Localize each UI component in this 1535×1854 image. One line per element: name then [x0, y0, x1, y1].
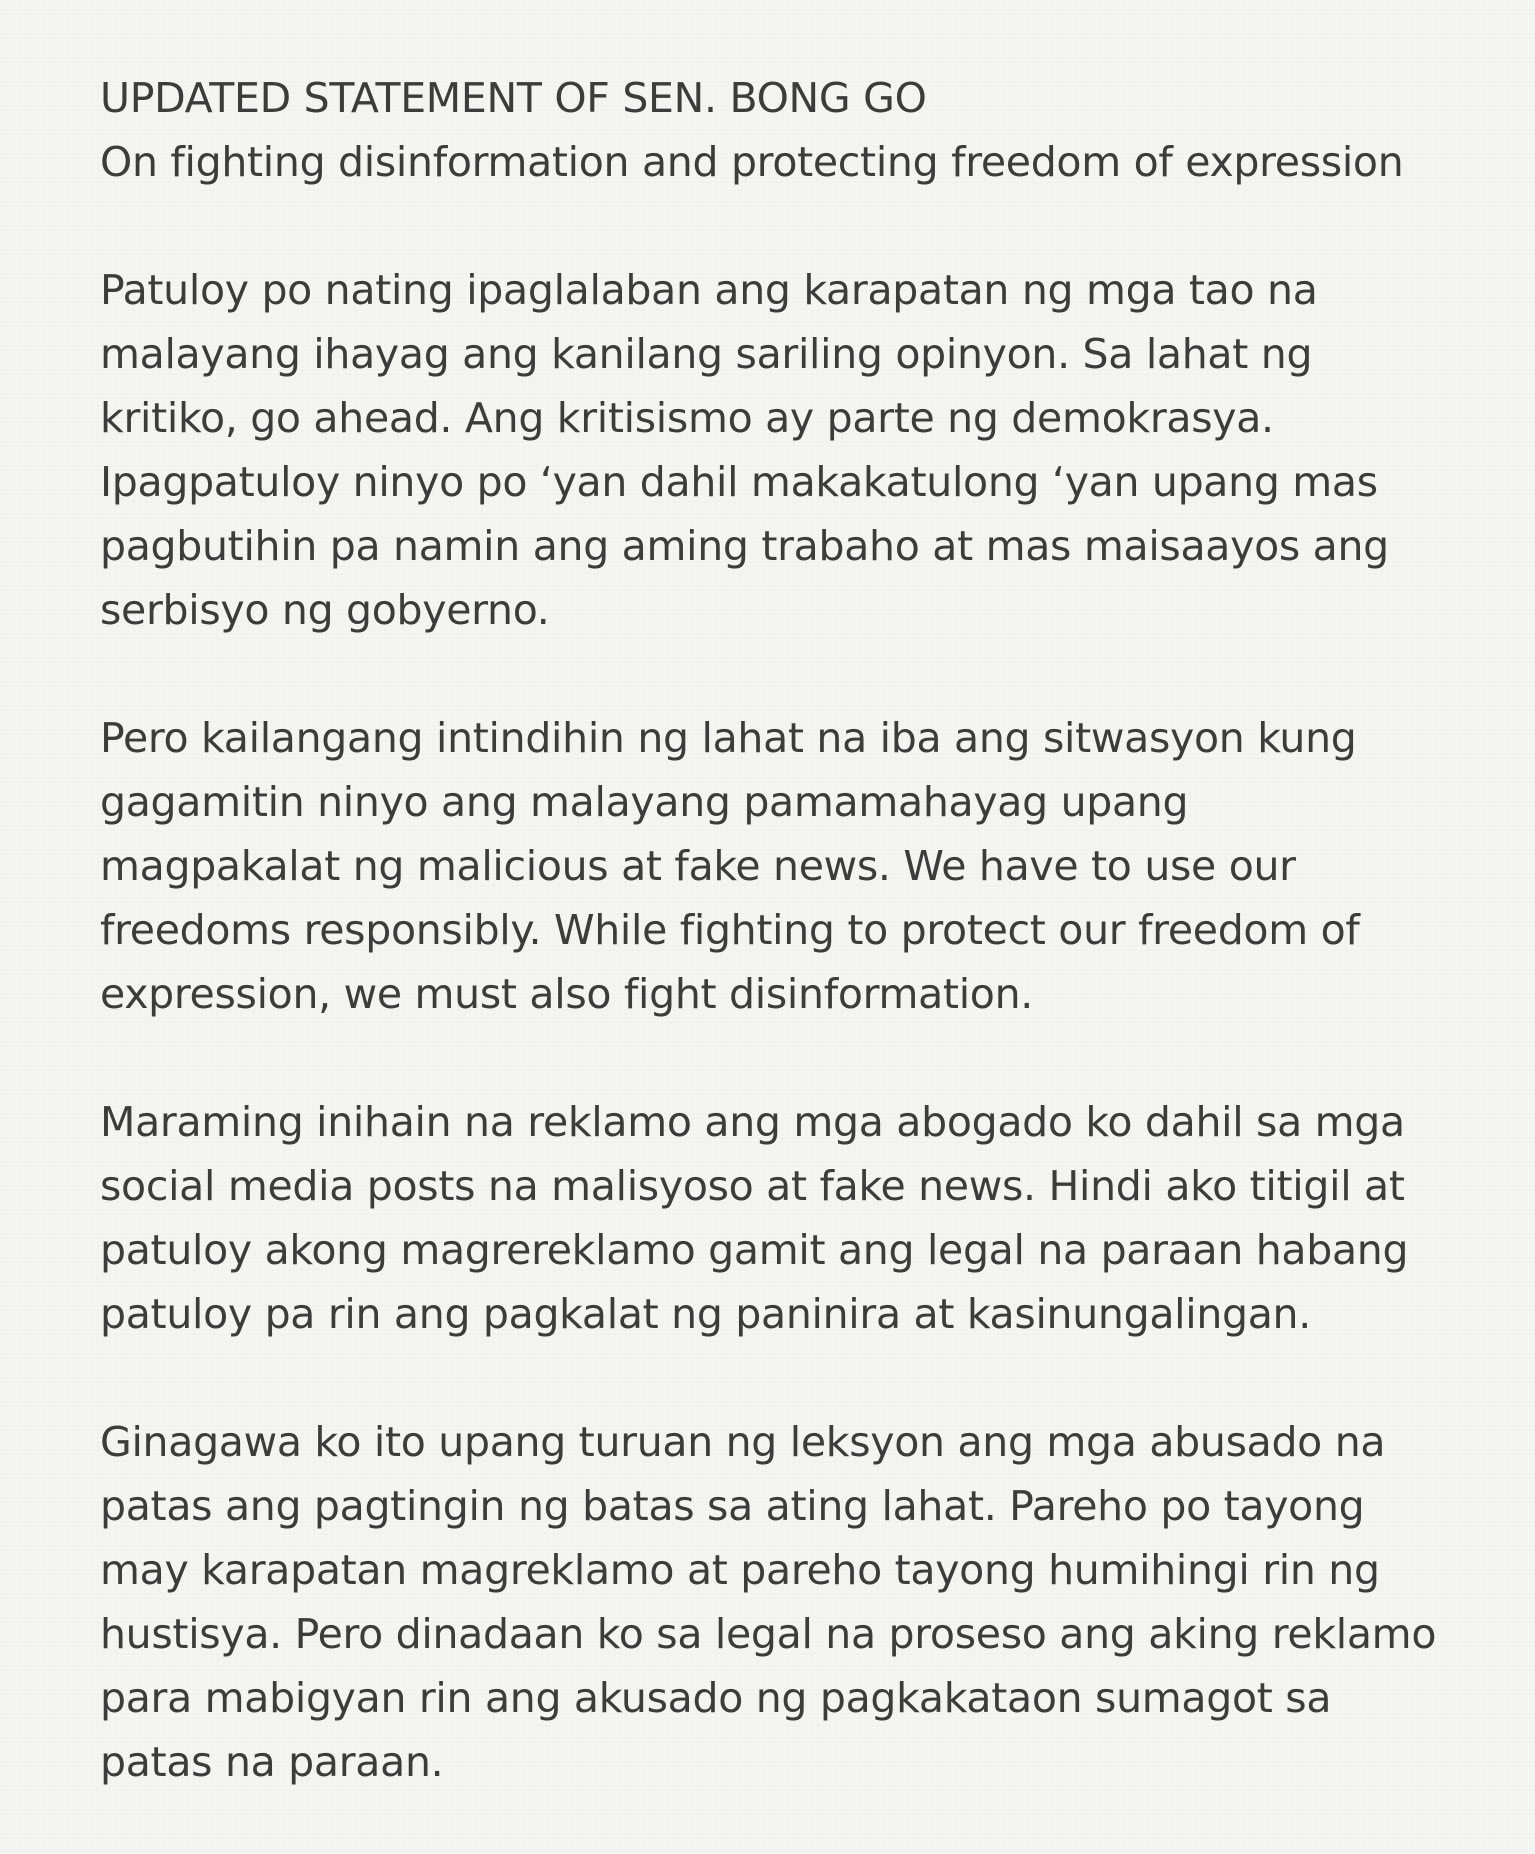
paragraph-line: kritiko, go ahead. Ang kritisismo ay parte ng demokrasya.: [100, 394, 1274, 442]
paragraph-line: pagbutihin pa namin ang aming trabaho at mas maisaayos ang: [100, 522, 1389, 570]
paragraph-4: [100, 1410, 1460, 1794]
paragraph-1: [100, 258, 1460, 642]
paragraph-line: freedoms responsibly. While fighting to protect our freedom of: [100, 906, 1360, 954]
paragraph-line: patuloy pa rin ang pagkalat ng paninira at kasinungalingan.: [100, 1290, 1311, 1338]
statement-title: UPDATED STATEMENT OF SEN. BONG GO: [100, 74, 927, 122]
paragraph-line: social media posts na malisyoso at fake news. Hindi ako titigil at: [100, 1162, 1405, 1210]
paragraph-line: Ginagawa ko ito upang turuan ng leksyon ang mga abusado na: [100, 1418, 1386, 1466]
paragraph-line: patuloy akong magrereklamo gamit ang legal na paraan habang: [100, 1226, 1409, 1274]
paragraph-line: Patuloy po nating ipaglalaban ang karapatan ng mga tao na: [100, 266, 1318, 314]
paragraph-line: patas na paraan.: [100, 1738, 444, 1786]
paragraph-line: magpakalat ng malicious at fake news. We have to use our: [100, 842, 1296, 890]
paragraph-line: may karapatan magreklamo at pareho tayong humihingi rin ng: [100, 1546, 1380, 1594]
paragraph-line: serbisyo ng gobyerno.: [100, 586, 550, 634]
paragraph-line: expression, we must also fight disinformation.: [100, 970, 1033, 1018]
paragraph-line: Pero kailangang intindihin ng lahat na iba ang sitwasyon kung: [100, 714, 1357, 762]
statement-subtitle: On fighting disinformation and protecting freedom of expression: [100, 138, 1404, 186]
paragraph-line: Ipagpatuloy ninyo po ‘yan dahil makakatulong ‘yan upang mas: [100, 458, 1378, 506]
paragraph-line: gagamitin ninyo ang malayang pamamahayag upang: [100, 778, 1189, 826]
paragraph-line: para mabigyan rin ang akusado ng pagkakataon sumagot sa: [100, 1674, 1332, 1722]
paragraph-line: hustisya. Pero dinadaan ko sa legal na proseso ang aking reklamo: [100, 1610, 1437, 1658]
paragraph-spacer: [100, 194, 1460, 258]
paragraph-spacer: [100, 1346, 1460, 1410]
statement-document: [100, 66, 1460, 1794]
paragraph-3: [100, 1090, 1460, 1346]
paragraph-line: Maraming inihain na reklamo ang mga abogado ko dahil sa mga: [100, 1098, 1405, 1146]
paragraph-spacer: [100, 1026, 1460, 1090]
paragraph-line: patas ang pagtingin ng batas sa ating lahat. Pareho po tayong: [100, 1482, 1365, 1530]
paragraph-2: [100, 706, 1460, 1026]
paragraph-spacer: [100, 642, 1460, 706]
paragraph-line: malayang ihayag ang kanilang sariling opinyon. Sa lahat ng: [100, 330, 1313, 378]
